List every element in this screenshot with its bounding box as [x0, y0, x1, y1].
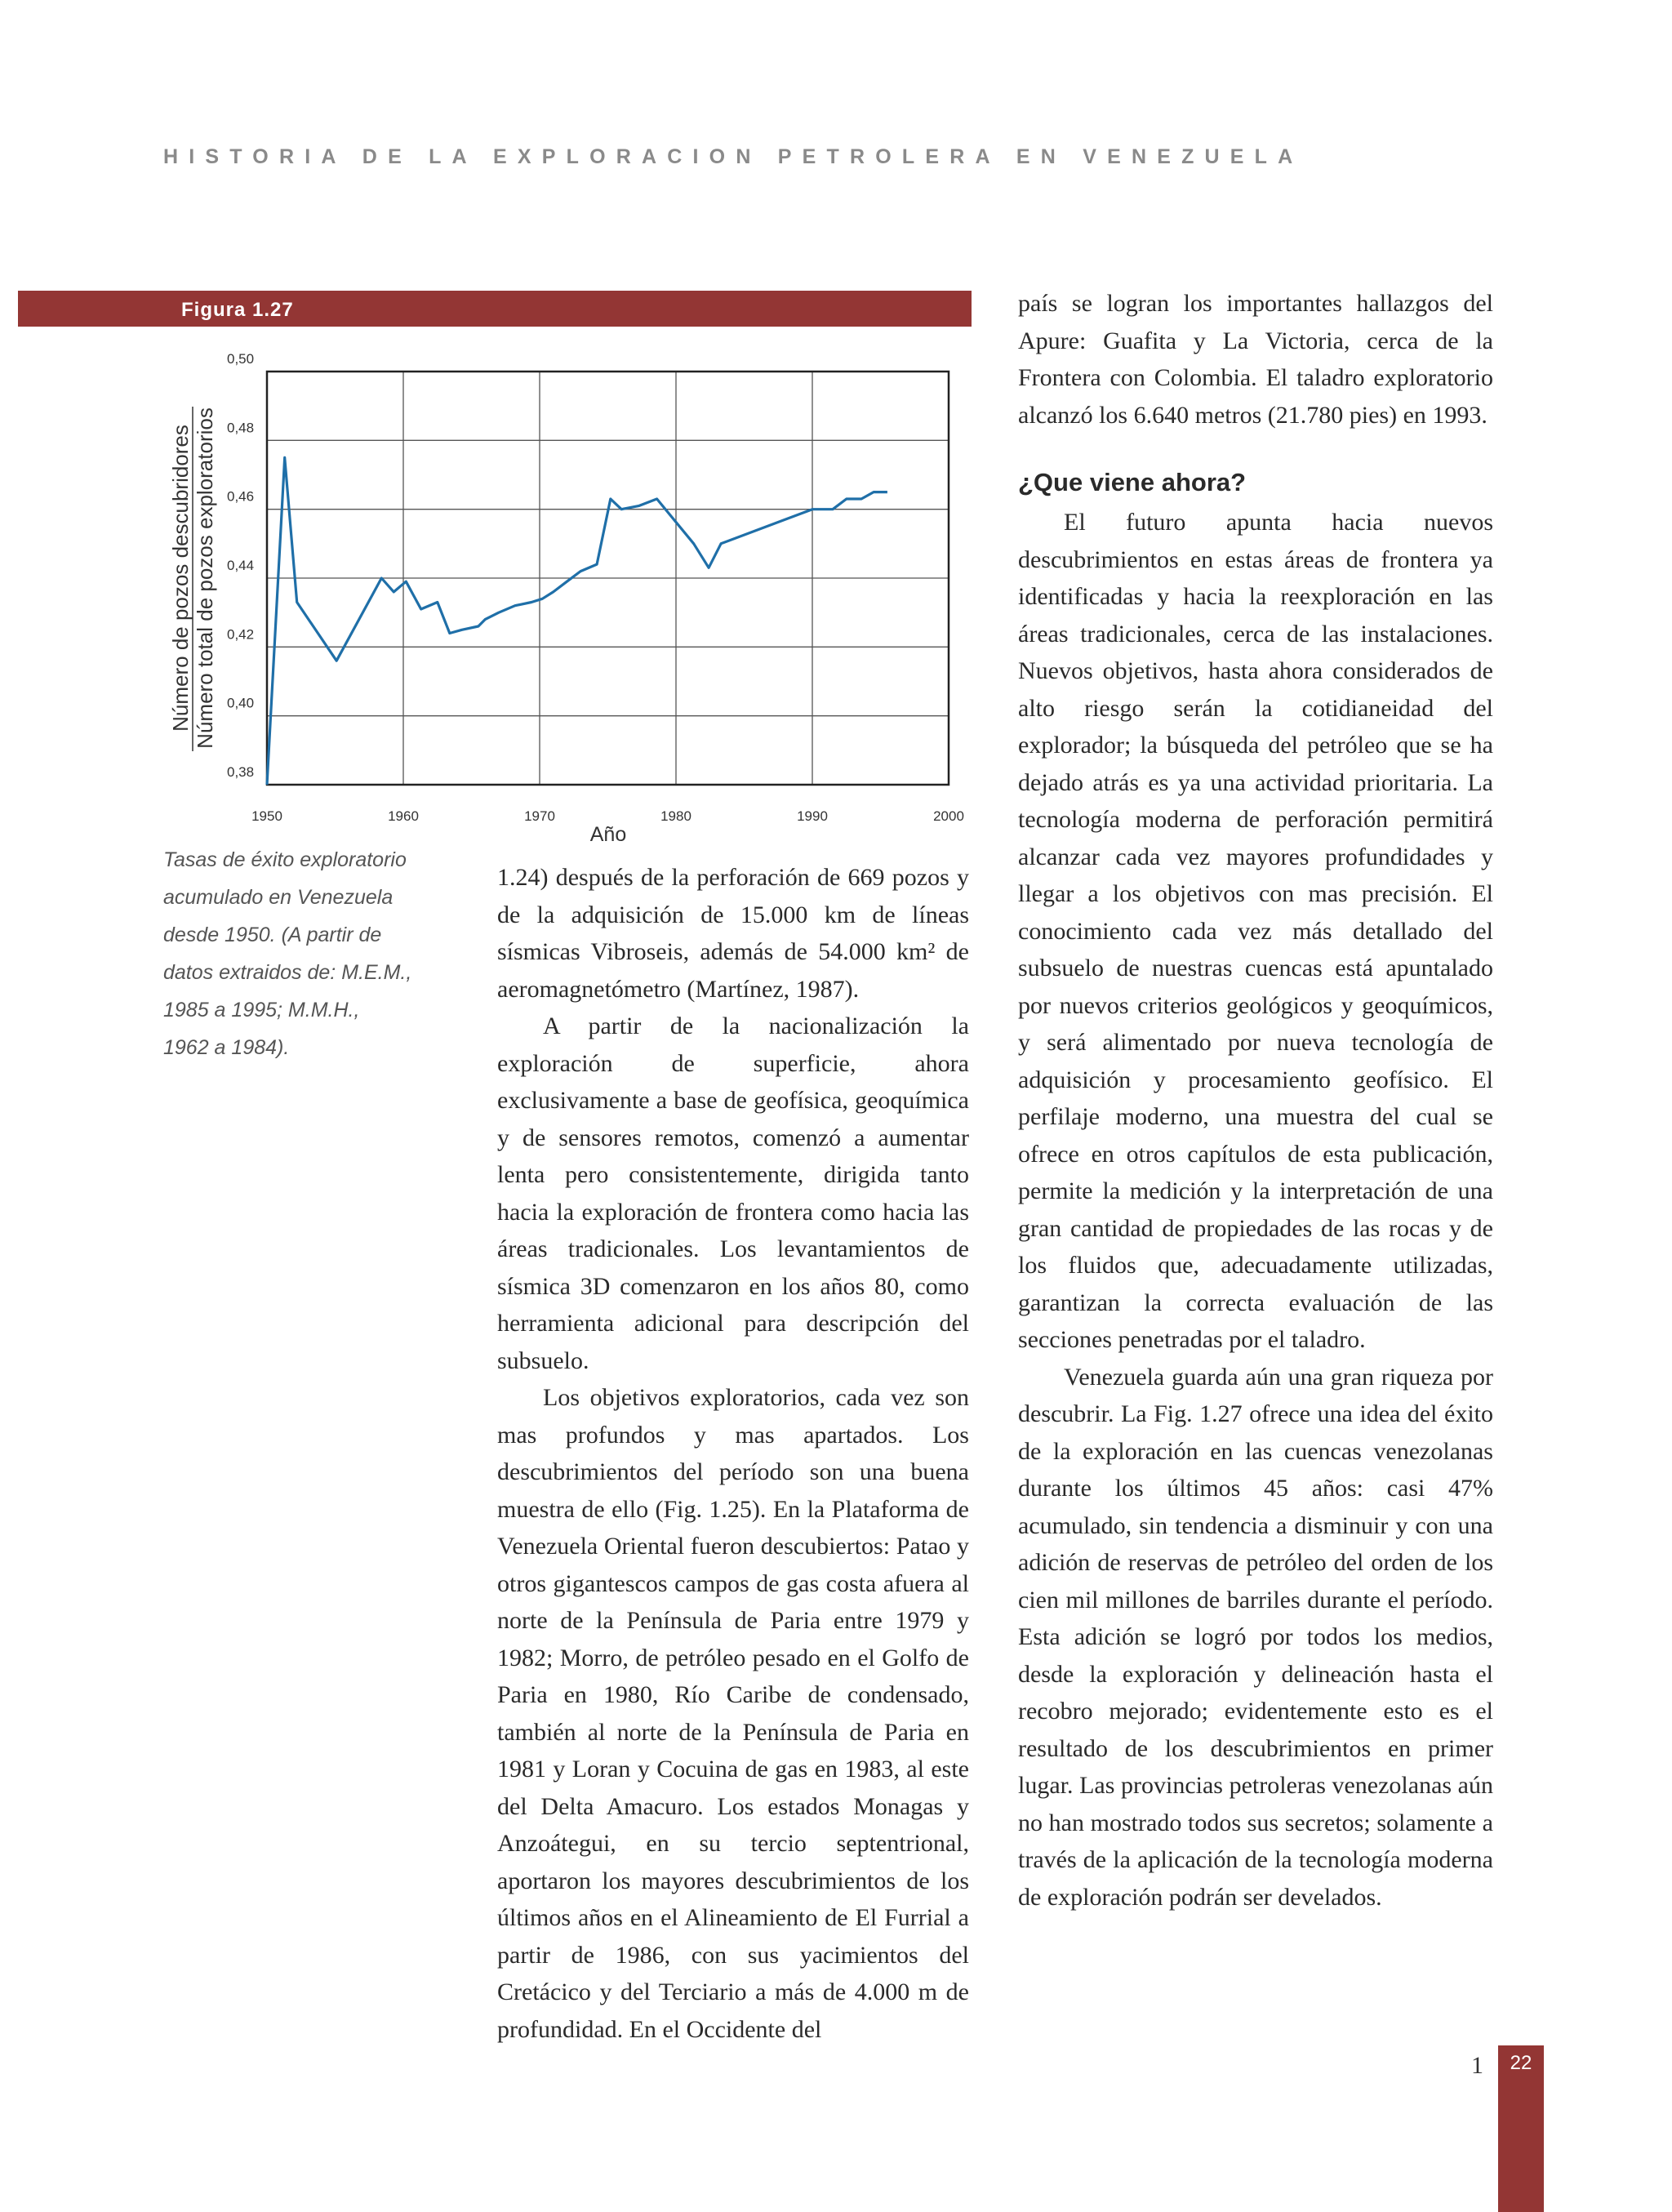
- figure-label-bar: [18, 291, 972, 327]
- x-tick-label: 1990: [797, 808, 828, 824]
- success-rate-chart: [163, 343, 980, 846]
- body-paragraph: 1.24) después de la perforación de 669 pozos y de la adquisición de 15.000 km de líneas sísmicas Vibroseis, además de 54.000 km² de aeromagnetómetro (Martínez, 1987).: [497, 864, 969, 1003]
- x-tick-label: 2000: [933, 808, 964, 824]
- x-axis-label: Año: [589, 823, 627, 846]
- caption-line: Tasas de éxito exploratorio: [163, 848, 407, 871]
- caption-line: 1962 a 1984).: [163, 1036, 290, 1059]
- page-number: 22: [1510, 2052, 1532, 2074]
- body-paragraph: Los objetivos exploratorios, cada vez son mas profundos y mas apartados. Los descubrimientos del período son una buena muestra de ello (Fig. 1.25). En la Plataforma de Venezuela Oriental fueron descubiertos: Patao y otros gigantescos campos de gas costa afuera al norte de la Península de Paria entre 1979 y 1982; Morro, de petróleo pesado en el Golfo de Paria en 1980, Río Caribe de condensado, también al norte de la Península de Paria en 1981 y Loran y Cocuina de gas en 1983, al este del Delta Amacuro. Los estados Monagas y Anzoátegui, en su tercio septentrional, aportaron los mayores descubrimientos de los últimos años en el Alineamiento de El Furrial a partir de 1986, con sus yacimientos del Cretácico y del Terciario a más de 4.000 m de profundidad. En el Occidente del: [497, 1384, 969, 2043]
- y-tick-label: 0,48: [227, 420, 255, 436]
- middle-column: [497, 859, 969, 2048]
- body-paragraph: Venezuela guarda aún una gran riqueza por descubrir. La Fig. 1.27 ofrece una idea del éxito de la exploración en las cuencas venezolanas durante los últimos 45 años: casi 47% acumulado, sin tendencia a disminuir y con una adición de reservas de petróleo del orden de los cien mil millones de barriles durante el período. Esta adición se logró por todos los medios, desde la exploración y delineación hasta el recobro mejorado; evidentemente esto es el resultado de los descubrimientos en primer lugar. Las provincias petroleras venezolanas aún no han mostrado todos sus secretos; solamente a través de la aplicación de la tecnología moderna de exploración podrán ser develados.: [1018, 1363, 1493, 1911]
- body-paragraph: El futuro apunta hacia nuevos descubrimientos en estas áreas de frontera ya identificadas y hacia la reexploración en las áreas tradicionales, cerca de las instalaciones. Nuevos objetivos, hasta ahora considerados de alto riesgo serán la cotidianeidad del explorador; la búsqueda del petróleo que se ha dejado atrás es ya una actividad prioritaria. La tecnología moderna de perforación permitirá alcanzar cada vez mayores profundidades y llegar a los objetivos con mas precisión. El conocimiento cada vez más detallado del subsuelo de nuestras cuencas está apuntalado por nuevos criterios geológicos y geoquímicos, y será alimentado por nueva tecnología de adquisición y procesamiento geofísico. El perfilaje moderno, una muestra del cual se ofrece en otros capítulos de esta publicación, permite la medición y la interpretación de una gran cantidad de propiedades de las rocas y de los fluidos que, adecuadamente utilizadas, garantizan la correcta evaluación de las secciones penetradas por el taladro.: [1018, 509, 1493, 1353]
- x-tick-label: 1960: [388, 808, 419, 824]
- section-heading: ¿Que viene ahora?: [1018, 468, 1247, 496]
- y-tick-label: 0,50: [227, 351, 255, 367]
- x-tick-label: 1980: [660, 808, 691, 824]
- y-axis-label-numerator: Número de pozos descubridores: [168, 425, 193, 732]
- x-tick-label: 1970: [524, 808, 555, 824]
- y-tick-label: 0,38: [227, 764, 255, 780]
- caption-line: datos extraidos de: M.E.M.,: [163, 961, 412, 984]
- chapter-number: 1: [1471, 2052, 1483, 2079]
- figure-label: Figura 1.27: [181, 299, 294, 321]
- caption-line: desde 1950. (A partir de: [163, 924, 382, 946]
- y-tick-label: 0,44: [227, 558, 255, 573]
- y-tick-label: 0,46: [227, 488, 255, 505]
- right-column: [1018, 285, 1493, 1916]
- x-tick-label: 1950: [251, 808, 282, 824]
- figure-caption: [163, 841, 457, 1066]
- y-tick-label: 0,42: [227, 626, 255, 643]
- y-axis-label-denominator: Número total de pozos exploratorios: [193, 407, 217, 749]
- caption-line: 1985 a 1995; M.M.H.,: [163, 999, 360, 1021]
- caption-line: acumulado en Venezuela: [163, 886, 394, 909]
- body-paragraph: A partir de la nacionalización la exploración de superficie, ahora exclusivamente a base de geofísica, geoquímica y de sensores remotos, comenzó a aumentar lenta pero consistentemente, dirigida tanto hacia la exploración de frontera como hacia las áreas tradicionales. Los levantamientos de sísmica 3D comenzaron en los años 80, como herramienta adicional para descripción del subsuelo.: [497, 1013, 969, 1374]
- y-tick-label: 0,40: [227, 695, 255, 711]
- success-rate-line: [267, 457, 887, 785]
- page-tab: [1498, 2045, 1544, 2212]
- body-paragraph: país se logran los importantes hallazgos del Apure: Guafita y La Victoria, cerca de la Frontera con Colombia. El taladro exploratorio alcanzó los 6.640 metros (21.780 pies) en 1993.: [1018, 290, 1493, 429]
- running-header: HISTORIA DE LA EXPLORACION PETROLERA EN VENEZUELA: [163, 145, 1304, 168]
